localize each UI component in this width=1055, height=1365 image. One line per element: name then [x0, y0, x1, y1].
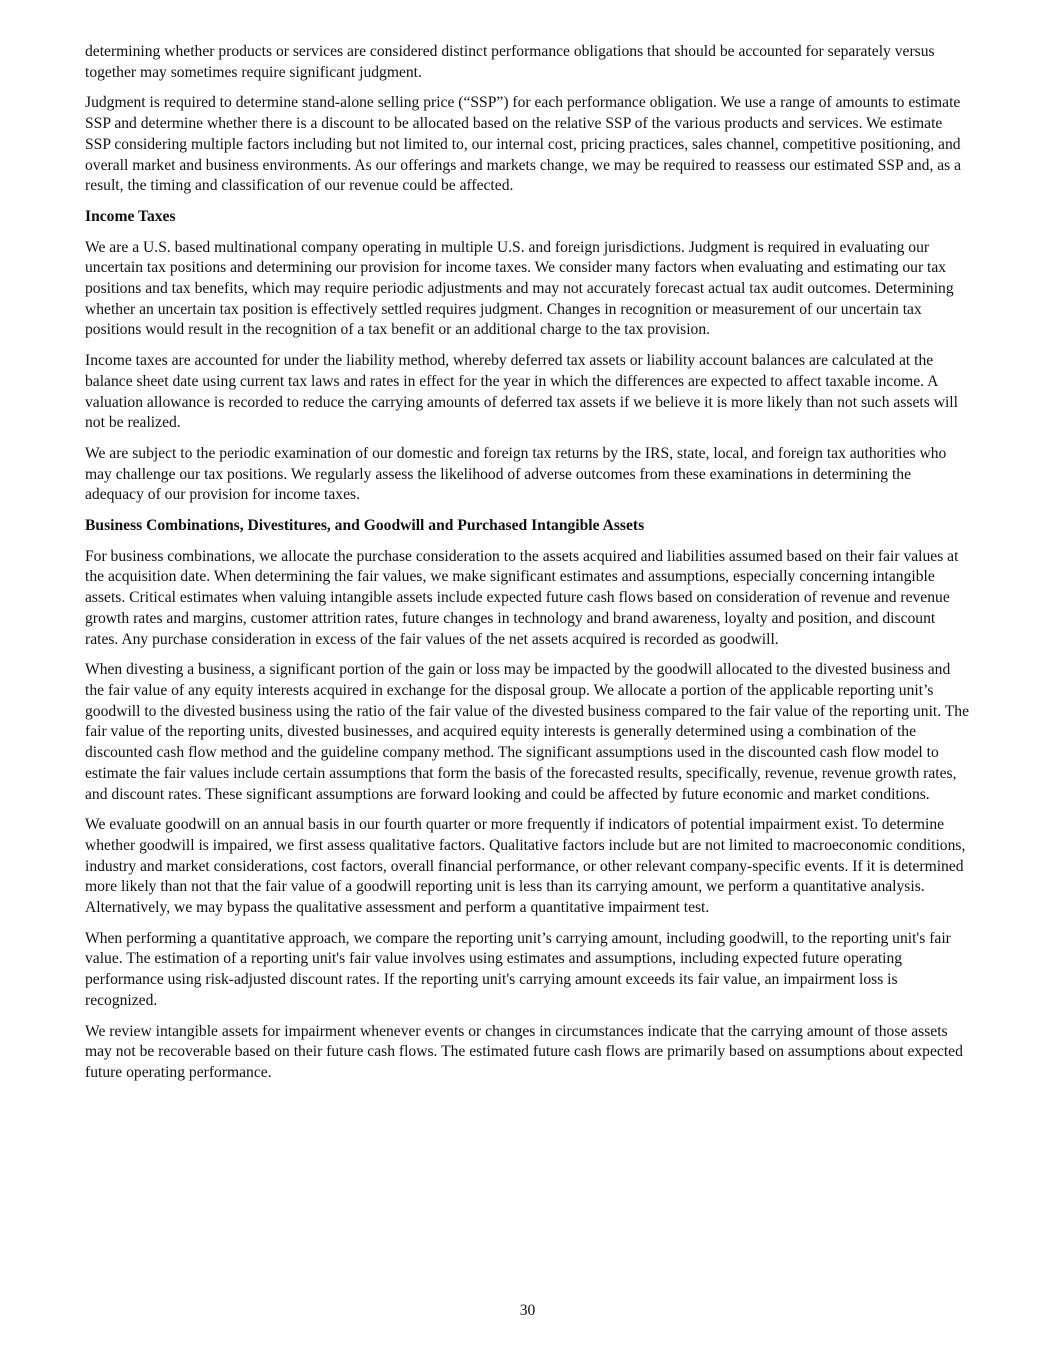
business-combinations-paragraph-5: We review intangible assets for impairment whenever events or changes in circumstances indicate that the carrying amount of those assets may not be recoverable based on their future cash flows. The estimated future cash flows are primarily based on assumptions about expected future operating performance. [85, 1022, 963, 1081]
income-taxes-paragraph-2: Income taxes are accounted for under the liability method, whereby deferred tax assets or liability account balances are calculated at the balance sheet date using current tax laws and rates in effect for the year in which the differences are expected to affect taxable income. A valuation allowance is recorded to reduce the carrying amounts of deferred tax assets if we believe it is more likely than not such assets will not be realized. [85, 352, 958, 432]
intro-paragraph-2: Judgment is required to determine stand-alone selling price (“SSP”) for each performance obligation. We use a range of amounts to estimate SSP and determine whether there is a discount to be allocated based on the relative SSP of the various products and services. We estimate SSP considering multiple factors including but not limited to, our internal cost, pricing practices, sales channel, competitive positioning, and overall market and business environments. As our offerings and markets change, we may be required to reassess our estimated SSP and, as a result, the timing and classification of our revenue could be affected. [85, 94, 962, 195]
business-combinations-paragraph-1: For business combinations, we allocate the purchase consideration to the assets acquired and liabilities assumed based on their fair values at the acquisition date. When determining the fair values, we make significant estimates and assumptions, especially concerning intangible assets. Critical estimates when valuing intangible assets include expected future cash flows based on consideration of revenue and revenue growth rates and margins, customer attrition rates, future changes in technology and brand awareness, loyalty and position, and discount rates. Any purchase consideration in excess of the fair values of the net assets acquired is recorded as goodwill. [85, 547, 959, 648]
business-combinations-paragraph-2: When divesting a business, a significant portion of the gain or loss may be impacted by the goodwill allocated to the divested business and the fair value of any equity interests acquired in exchange for the disposal group. We allocate a portion of the applicable reporting unit’s goodwill to the divested business using the ratio of the fair value of the divested business compared to the fair value of the reporting unit. The fair value of the reporting units, divested businesses, and acquired equity interests is generally determined using a combination of the discounted cash flow method and the guideline company method. The significant assumptions used in the discounted cash flow model to estimate the fair values include certain assumptions that form the basis of the forecasted results, specifically, revenue, revenue growth rates, and discount rates. These significant assumptions are forward looking and could be affected by future economic and market conditions. [85, 661, 970, 803]
business-combinations-paragraph-4: When performing a quantitative approach, we compare the reporting unit’s carrying amount, including goodwill, to the reporting unit's fair value. The estimation of a reporting unit's fair value involves using estimates and assumptions, including expected future operating performance using risk-adjusted discount rates. If the reporting unit's carrying amount exceeds its fair value, an impairment loss is recognized. [85, 929, 951, 1009]
income-taxes-heading: Income Taxes [85, 207, 176, 225]
business-combinations-paragraph-3: We evaluate goodwill on an annual basis in our fourth quarter or more frequently if indicators of potential impairment exist. To determine whether goodwill is impaired, we first assess qualitative factors. Qualitative factors include but are not limited to macroeconomic conditions, industry and market considerations, cost factors, overall financial performance, or other relevant company-specific events. If it is determined more likely than not that the fair value of a goodwill reporting unit is less than its carrying amount, we perform a quantitative analysis. Alternatively, we may bypass the qualitative assessment and perform a quantitative impairment test. [85, 816, 966, 917]
intro-paragraph-1: determining whether products or services are considered distinct performance obligations that should be accounted for separately versus together may sometimes require significant judgment. [85, 43, 935, 81]
page-number: 30 [519, 1302, 536, 1319]
document-page [85, 42, 971, 1094]
income-taxes-paragraph-1: We are a U.S. based multinational company operating in multiple U.S. and foreign jurisdictions. Judgment is required in evaluating our uncertain tax positions and determining our provision for income taxes. We consider many factors when evaluating and estimating our tax positions and tax benefits, which may require periodic adjustments and may not accurately forecast actual tax audit outcomes. Determining whether an uncertain tax position is effectively settled requires judgment. Changes in recognition or measurement of our uncertain tax positions would result in the recognition of a tax benefit or an additional charge to the tax provision. [85, 238, 954, 339]
business-combinations-heading: Business Combinations, Divestitures, and Goodwill and Purchased Intangible Assets [85, 517, 645, 535]
income-taxes-paragraph-3: We are subject to the periodic examination of our domestic and foreign tax returns by the IRS, state, local, and foreign tax authorities who may challenge our tax positions. We regularly assess the likelihood of adverse outcomes from these examinations in determining the adequacy of our provision for income taxes. [85, 444, 947, 504]
